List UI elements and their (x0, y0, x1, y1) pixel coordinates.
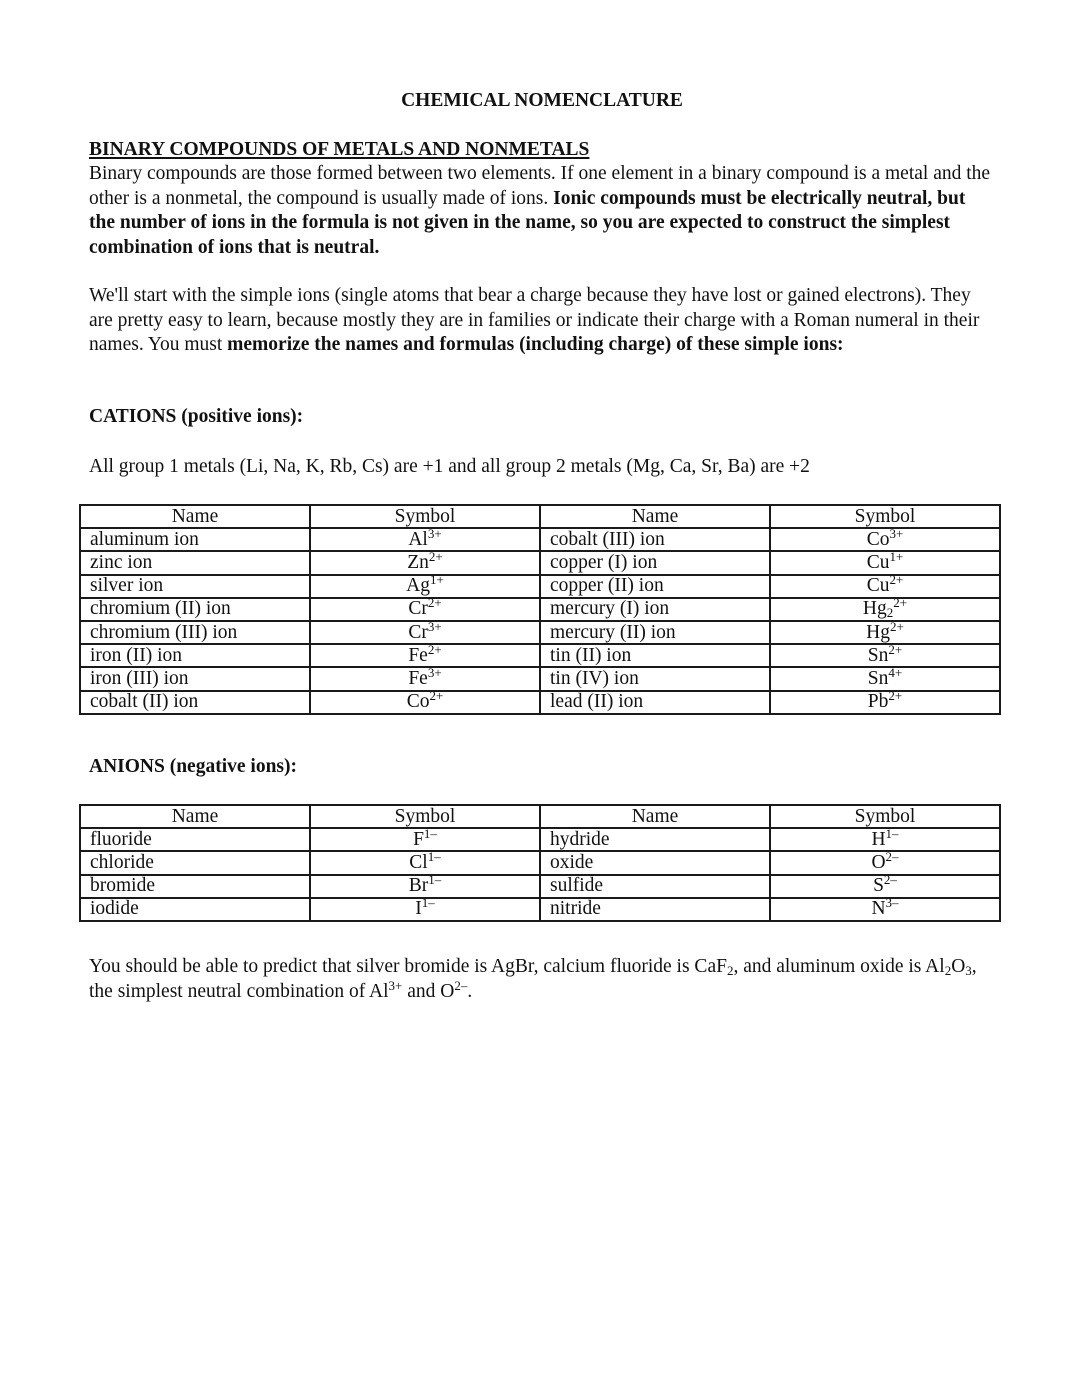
column-header: Symbol (310, 505, 540, 528)
element-symbol: O (871, 851, 886, 873)
cations-table-body (80, 525, 1000, 714)
ion-name: iron (III) ion (80, 667, 310, 690)
column-header: Symbol (770, 805, 1000, 828)
element-symbol: Pb (867, 691, 889, 713)
table-row (80, 875, 1000, 898)
section-heading: BINARY COMPOUNDS OF METALS AND NONMETALS (89, 139, 590, 160)
element-symbol: Cr (408, 598, 428, 620)
table-row (80, 621, 1000, 644)
ion-symbol (310, 572, 540, 598)
charge-superscript: 2+ (893, 595, 908, 611)
column-header: Symbol (310, 805, 540, 828)
element-symbol: Cl (409, 851, 428, 873)
ion-name: aluminum ion (80, 528, 310, 551)
charge-superscript: 2– (454, 977, 468, 993)
anions-table-body (80, 825, 1000, 921)
ion-name: copper (II) ion (540, 575, 770, 598)
charge-superscript: 4+ (888, 664, 903, 680)
element-symbol: N (871, 898, 886, 920)
charge-superscript: 2+ (888, 688, 903, 704)
column-header: Symbol (770, 505, 1000, 528)
ion-symbol (310, 618, 540, 644)
charge-superscript: 3+ (427, 618, 442, 634)
table-row (80, 667, 1000, 690)
charge-superscript: 3+ (889, 525, 904, 541)
charge-superscript: 1– (428, 872, 442, 888)
closing-text: and O (402, 980, 455, 1002)
cations-table (79, 504, 1001, 715)
charge-superscript: 2+ (429, 688, 444, 704)
charge-superscript: 2+ (427, 641, 442, 657)
ion-symbol (310, 548, 540, 574)
ion-symbol (770, 641, 1000, 667)
ion-name: mercury (I) ion (540, 598, 770, 621)
table-row (80, 898, 1000, 921)
anions-table (79, 804, 1001, 922)
element-symbol: Co (406, 691, 430, 713)
element-symbol: Cu (866, 575, 890, 597)
ion-symbol (770, 525, 1000, 551)
ion-name: chromium (II) ion (80, 598, 310, 621)
element-symbol: Sn (867, 667, 889, 689)
charge-superscript: 1– (421, 895, 435, 911)
ion-symbol (310, 872, 540, 898)
table-row (80, 851, 1000, 874)
closing-text: , the simplest neutral combination of Al (89, 956, 977, 1002)
ion-symbol (770, 572, 1000, 598)
element-symbol: Ag (406, 575, 430, 597)
table-row (80, 528, 1000, 551)
ion-name: sulfide (540, 875, 770, 898)
ion-name: iodide (80, 898, 310, 921)
ion-symbol (310, 895, 540, 921)
subscript: 2 (944, 963, 952, 978)
simple-ions-plain-text: We'll start with the simple ions (single atoms that bear a charge because they have lost or gained electrons). They are pretty easy to learn, because mostly they are in families or indicate their charge with a Roman numeral in their names. You must (89, 285, 980, 356)
element-symbol: H (871, 828, 886, 850)
simple-ions-paragraph (89, 284, 994, 358)
ion-name: cobalt (III) ion (540, 528, 770, 551)
closing-text: , and aluminum oxide is Al (733, 956, 945, 977)
element-symbol: Cr (408, 621, 428, 643)
ion-name: nitride (540, 898, 770, 921)
table-header-row (80, 805, 1000, 828)
subscript: 2 (726, 963, 734, 978)
element-symbol: Fe (408, 667, 428, 689)
element-symbol: Br (408, 875, 429, 897)
table-row (80, 828, 1000, 851)
ion-symbol (310, 848, 540, 874)
ion-symbol (770, 848, 1000, 874)
table-row (80, 575, 1000, 598)
charge-superscript: 3+ (427, 664, 442, 680)
subscript: 3 (965, 963, 972, 978)
ion-symbol (310, 688, 540, 714)
element-symbol: Hg (866, 621, 890, 643)
charge-superscript: 3+ (427, 525, 442, 541)
intro-plain-text: Binary compounds are those formed between two elements. If one element in a binary compound is a metal and the other is a nonmetal, the compound is usually made of ions. (89, 163, 991, 209)
ion-symbol (770, 618, 1000, 644)
ion-name: copper (I) ion (540, 551, 770, 574)
ion-name: bromide (80, 875, 310, 898)
ion-name: chloride (80, 851, 310, 874)
ion-name: zinc ion (80, 551, 310, 574)
ion-name: tin (IV) ion (540, 667, 770, 690)
charge-superscript: 2+ (890, 618, 904, 634)
ion-symbol (310, 825, 540, 851)
element-symbol: Fe (408, 644, 428, 666)
ion-name: hydride (540, 828, 770, 851)
intro-paragraph (89, 162, 994, 260)
charge-superscript: 2– (885, 848, 899, 864)
table-header-row (80, 505, 1000, 528)
simple-ions-bold-text: memorize the names and formulas (including charge) of these simple ions: (227, 334, 844, 356)
ion-symbol (310, 664, 540, 690)
table-row (80, 691, 1000, 714)
element-symbol: I (415, 898, 422, 920)
closing-text: . (467, 980, 473, 1002)
ion-name: chromium (III) ion (80, 621, 310, 644)
column-header: Name (80, 505, 310, 528)
ion-symbol (310, 641, 540, 667)
element-symbol: S (873, 875, 884, 897)
charge-superscript: 2+ (428, 548, 443, 564)
ion-name: cobalt (II) ion (80, 691, 310, 714)
ion-symbol (770, 664, 1000, 690)
element-symbol: Cu (866, 551, 890, 573)
groups-note: All group 1 metals (Li, Na, K, Rb, Cs) are +1 and all group 2 metals (Mg, Ca, Sr, Ba) are +2 (89, 456, 810, 477)
charge-superscript: 2+ (889, 572, 904, 588)
charge-superscript: 1– (885, 825, 899, 841)
ion-name: silver ion (80, 575, 310, 598)
document-title: CHEMICAL NOMENCLATURE (401, 90, 683, 111)
charge-superscript: 1– (427, 848, 441, 864)
ion-symbol (770, 595, 1000, 621)
anions-heading: ANIONS (negative ions): (89, 756, 297, 777)
cations-heading: CATIONS (positive ions): (89, 406, 304, 427)
charge-superscript: 1+ (430, 572, 444, 588)
charge-superscript: 1+ (889, 548, 904, 564)
closing-text: O (951, 956, 966, 977)
ion-symbol (310, 525, 540, 551)
element-symbol: Co (866, 528, 890, 550)
charge-superscript: 2+ (427, 595, 442, 611)
ion-symbol (310, 595, 540, 621)
element-symbol: F (413, 828, 424, 850)
intro-bold-text: Ionic compounds must be electrically neutral, but the number of ions in the formula is not given in the name, so you are expected to construct the simplest combination of ions that is neutral. (89, 187, 966, 258)
ion-symbol (770, 688, 1000, 714)
charge-superscript: 3+ (388, 977, 403, 993)
charge-superscript: 2+ (888, 641, 903, 657)
closing-text: You should be able to predict that silver bromide is AgBr, calcium fluoride is CaF (89, 956, 727, 977)
element-symbol: Zn (407, 551, 429, 573)
ion-symbol (770, 548, 1000, 574)
table-row (80, 598, 1000, 621)
table-row (80, 551, 1000, 574)
charge-superscript: 3– (885, 895, 899, 911)
closing-paragraph (89, 955, 994, 1004)
ion-symbol (770, 872, 1000, 898)
column-header: Name (540, 805, 770, 828)
element-symbol: Sn (867, 644, 889, 666)
table-row (80, 644, 1000, 667)
ion-name: mercury (II) ion (540, 621, 770, 644)
ion-name: tin (II) ion (540, 644, 770, 667)
charge-superscript: 1– (423, 825, 437, 841)
ion-name: iron (II) ion (80, 644, 310, 667)
column-header: Name (80, 805, 310, 828)
element-symbol: Hg (862, 598, 887, 620)
ion-symbol (770, 895, 1000, 921)
subscript: 2 (886, 605, 894, 621)
ion-name: oxide (540, 851, 770, 874)
ion-name: lead (II) ion (540, 691, 770, 714)
element-symbol: Al (408, 528, 428, 550)
ion-symbol (770, 825, 1000, 851)
column-header: Name (540, 505, 770, 528)
charge-superscript: 2– (883, 872, 897, 888)
ion-name: fluoride (80, 828, 310, 851)
